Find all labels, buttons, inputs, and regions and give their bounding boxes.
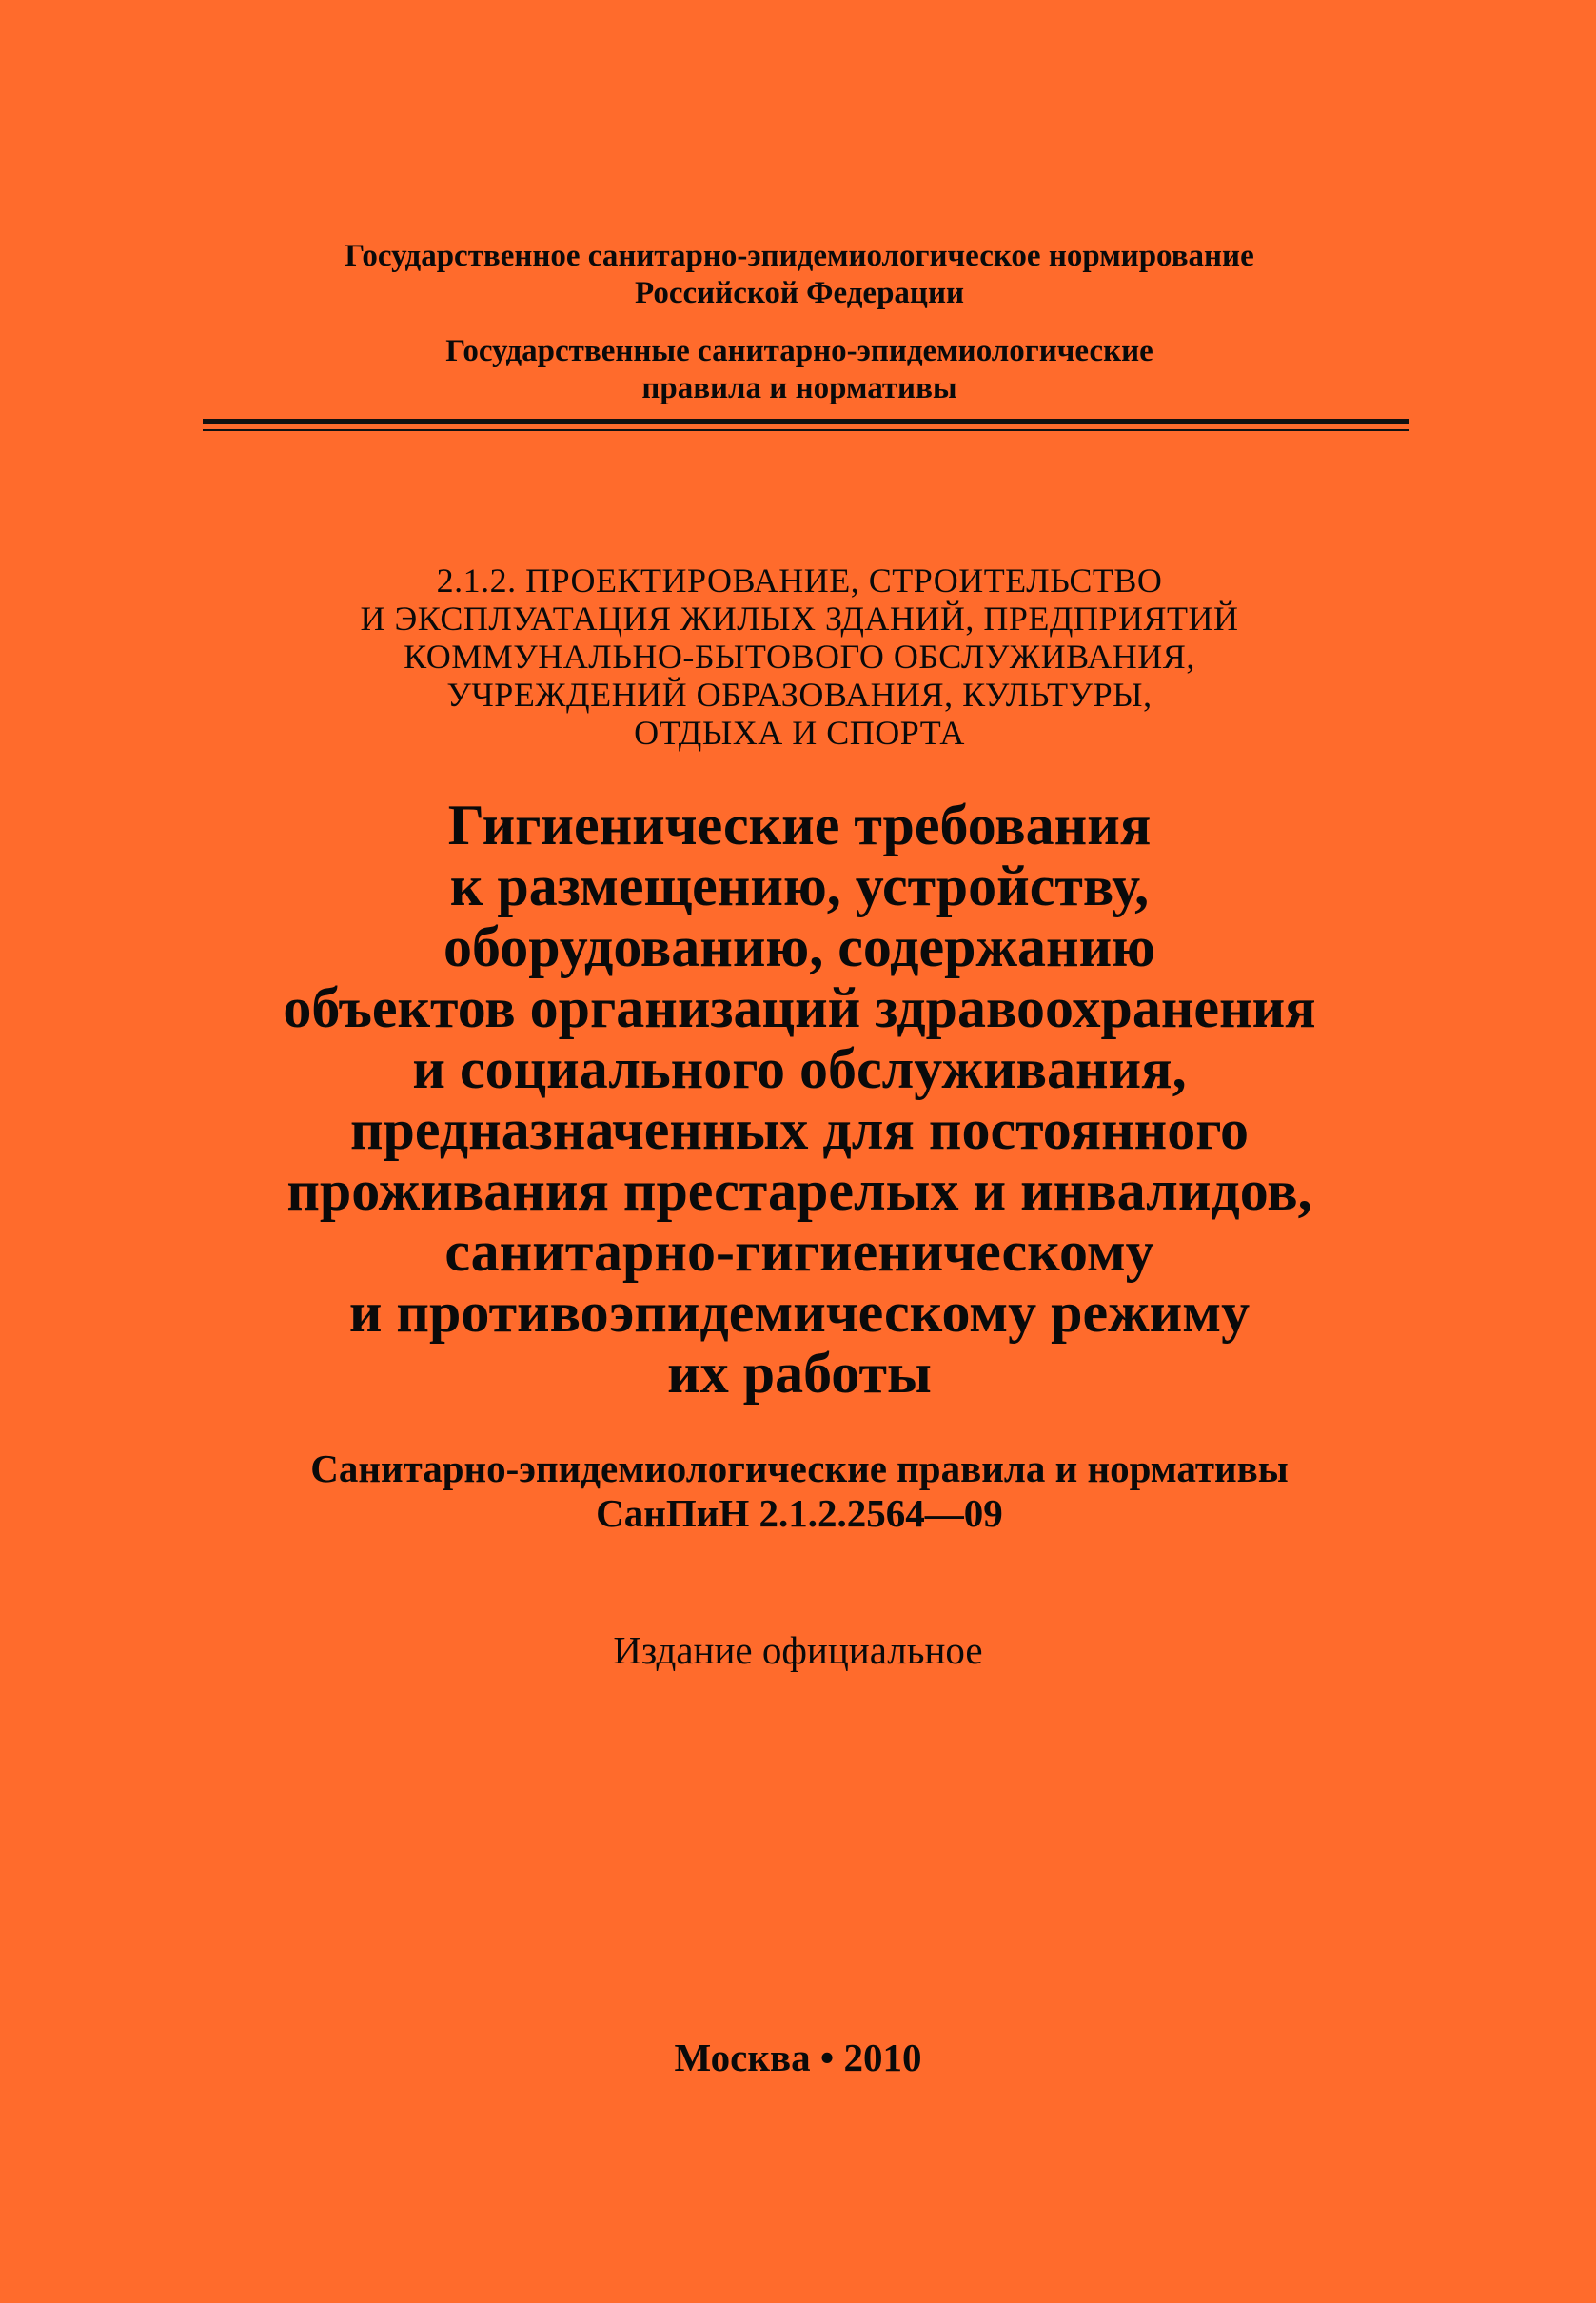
section-line: ОТДЫХА И СПОРТА xyxy=(634,714,965,752)
document-series xyxy=(171,333,1428,407)
title-line: и социального обслуживания, xyxy=(412,1037,1187,1100)
title-line: проживания престарелых и инвалидов, xyxy=(286,1159,1312,1222)
imprint-city-year: Москва • 2010 xyxy=(674,2036,922,2079)
edition-label: Издание официальное xyxy=(613,1628,983,1672)
regulation-designation xyxy=(114,1447,1485,1536)
section-heading xyxy=(171,561,1428,752)
divider-thin-line xyxy=(203,429,1409,431)
document-title xyxy=(114,795,1485,1404)
title-line: и противоэпидемическому режиму xyxy=(348,1281,1251,1344)
authority-line-1: Государственное санитарно-эпидемиологическое нормирование xyxy=(345,239,1254,273)
title-line: предназначенных для постоянного xyxy=(349,1098,1249,1161)
title-line: их работы xyxy=(667,1342,932,1405)
series-line-2: правила и нормативы xyxy=(641,371,957,405)
header-divider xyxy=(203,419,1409,431)
rules-line-1: Санитарно-эпидемиологические правила и нормативы xyxy=(310,1447,1289,1490)
issuing-authority xyxy=(171,238,1428,312)
authority-line-2: Российской Федерации xyxy=(635,276,964,310)
section-line: И ЭКСПЛУАТАЦИЯ ЖИЛЫХ ЗДАНИЙ, ПРЕДПРИЯТИЙ xyxy=(360,600,1239,638)
divider-thick-line xyxy=(203,419,1409,424)
section-line: КОММУНАЛЬНО-БЫТОВОГО ОБСЛУЖИВАНИЯ, xyxy=(404,638,1195,676)
title-line: к размещению, устройству, xyxy=(449,855,1150,917)
series-line-1: Государственные санитарно-эпидемиологические xyxy=(445,334,1153,368)
title-line: Гигиенические требования xyxy=(447,794,1152,856)
title-line: санитарно-гигиеническому xyxy=(444,1220,1154,1283)
section-line: 2.1.2. ПРОЕКТИРОВАНИЕ, СТРОИТЕЛЬСТВО xyxy=(436,561,1163,600)
section-line: УЧРЕЖДЕНИЙ ОБРАЗОВАНИЯ, КУЛЬТУРЫ, xyxy=(446,676,1153,714)
title-line: оборудованию, содержанию xyxy=(443,915,1155,978)
sanpin-code: СанПиН 2.1.2.2564—09 xyxy=(596,1491,1003,1535)
title-line: объектов организаций здравоохранения xyxy=(283,976,1316,1039)
